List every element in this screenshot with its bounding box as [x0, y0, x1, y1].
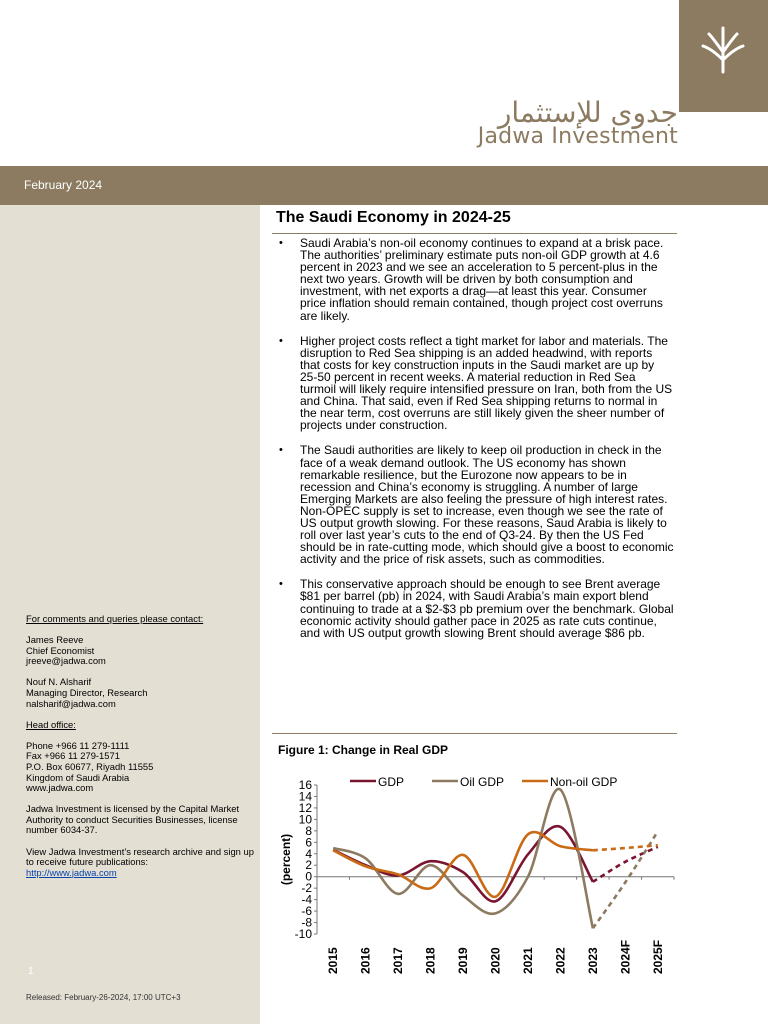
y-tick-label: 14 — [298, 789, 312, 804]
figure-title: Figure 1: Change in Real GDP — [278, 743, 449, 757]
bullet-item: • Saudi Arabia’s non-oil economy continues to expand at a brisk pace. The authorities’ preliminary estimate puts non-oil GDP growth at 4.6 percent in 2023 and we see an acceleration to 5 percent-plus in the next two years. Growth will be driven by both consumption and investment, with net exports a drag—at least this year. Consumer price inflation should remain contained, though project cost overruns are likely. — [274, 237, 674, 322]
x-tick-label: 2020 — [488, 947, 503, 974]
country-line: Kingdom of Saudi Arabia — [26, 771, 130, 783]
y-tick-label: 0 — [305, 869, 312, 884]
x-tick-label: 2017 — [391, 947, 406, 974]
bullet-item: • This conservative approach should be enough to see Brent average $81 per barrel (pb) in 2024, with Saudi Arabia’s main export blend continuing to trade at a $2-$3 pb premium over the benchmark. Global economic activity should gather pace in 2025 as rate cuts continue, and with US output growth slowing Brent should average $86 pb. — [274, 578, 674, 638]
gdp-line-chart — [272, 772, 682, 980]
figure-divider — [272, 733, 677, 734]
y-tick-label: 2 — [305, 858, 312, 873]
bullet-item: • The Saudi authorities are likely to keep oil production in check in the face of a weak demand outlook. The US economy has shown remarkable resilience, but the Eurozone now appears to be in recession and China’s economy is struggling. A number of large Emerging Markets are also feeling the pressure of high interest rates. Non-OPEC supply is set to increase, even though we see the rate of US output growth slowing. For these reasons, Saud Arabia is likely to roll over last year’s cuts to the end of Q3-24. By then the US Fed should be in rate-cutting mode, which should give a boost to economic activity and the price of risk assets, such as commodities. — [274, 444, 674, 565]
contact-email[interactable]: nalsharif@jadwa.com — [26, 697, 116, 709]
y-tick-label: 12 — [298, 800, 312, 815]
fax-line: Fax +966 11 279-1571 — [26, 750, 120, 762]
report-date: February 2024 — [24, 178, 103, 192]
y-tick-label: 8 — [305, 823, 312, 838]
head-office-heading: Head office: — [26, 718, 76, 730]
contact-name: Nouf N. Alsharif — [26, 676, 92, 688]
date-bar — [0, 166, 768, 205]
legend-label: Oil GDP — [460, 775, 505, 789]
brand-english: Jadwa Investment — [477, 124, 678, 149]
contact-heading: For comments and queries please contact: — [26, 613, 204, 624]
bullet-list — [274, 237, 674, 652]
archive-link[interactable]: http://www.jadwa.com — [26, 866, 117, 878]
contact-email[interactable]: jreeve@jadwa.com — [26, 655, 106, 667]
archive-text: View Jadwa Investment’s research archive and sign up to receive future publications: — [26, 845, 254, 868]
logo-box — [679, 0, 768, 112]
y-tick-label: -10 — [294, 927, 312, 941]
x-tick-label: 2018 — [423, 947, 438, 974]
y-tick-label: 6 — [305, 835, 312, 850]
x-tick-label: 2022 — [553, 947, 568, 974]
x-tick-label: 2025F — [650, 939, 665, 974]
y-tick-label: -6 — [301, 904, 312, 919]
jadwa-plant-icon — [679, 0, 768, 112]
po-box-line: P.O. Box 60677, Riyadh 11555 — [26, 760, 154, 772]
x-tick-label: 2016 — [358, 947, 373, 974]
y-tick-label: -4 — [301, 892, 312, 907]
brand-arabic: جدوى للإستثمار — [497, 96, 678, 129]
y-tick-label: 10 — [298, 812, 312, 827]
series-forecast-line — [593, 845, 658, 850]
y-tick-label: -2 — [301, 881, 312, 896]
bullet-item: • Higher project costs reflect a tight market for labor and materials. The disruption to Red Sea shipping is an added headwind, with reports that costs for key construction inputs in the Saudi market are up by 25-50 percent in recent weeks. A material reduction in Red Sea turmoil will likely require intensified pressure on Iran, both from the US and China. That said, even if Red Sea shipping returns to normal in the near term, cost overruns are still likely given the sheer number of projects under construction. — [274, 335, 674, 432]
series-line — [333, 789, 593, 928]
y-tick-label: -8 — [301, 915, 312, 930]
y-tick-label: 4 — [305, 846, 312, 861]
phone-line: Phone +966 11 279-1111 — [26, 739, 130, 751]
x-tick-label: 2023 — [585, 947, 600, 974]
license-text: Jadwa Investment is licensed by the Capital Market Authority to conduct Securities Businesses, license number 6034-37. — [26, 803, 240, 836]
legend-label: Non-oil GDP — [550, 775, 618, 789]
release-info: Released: February-26-2024, 17:00 UTC+3 — [26, 993, 181, 1002]
contact-block — [26, 614, 254, 878]
website-line[interactable]: www.jadwa.com — [26, 782, 94, 794]
x-tick-label: 2015 — [326, 947, 341, 974]
contact-role: Chief Economist — [26, 644, 95, 656]
article-title: The Saudi Economy in 2024-25 — [276, 209, 511, 226]
contact-role: Managing Director, Research — [26, 686, 148, 698]
x-tick-label: 2019 — [456, 947, 471, 974]
legend-label: GDP — [378, 775, 405, 789]
x-tick-label: 2024F — [618, 939, 633, 974]
contact-name: James Reeve — [26, 634, 84, 646]
title-divider — [272, 233, 677, 234]
page-number: 1 — [28, 966, 34, 977]
y-axis-label: (percent) — [279, 833, 293, 886]
y-tick-label: 16 — [298, 778, 312, 792]
x-tick-label: 2021 — [520, 947, 535, 974]
